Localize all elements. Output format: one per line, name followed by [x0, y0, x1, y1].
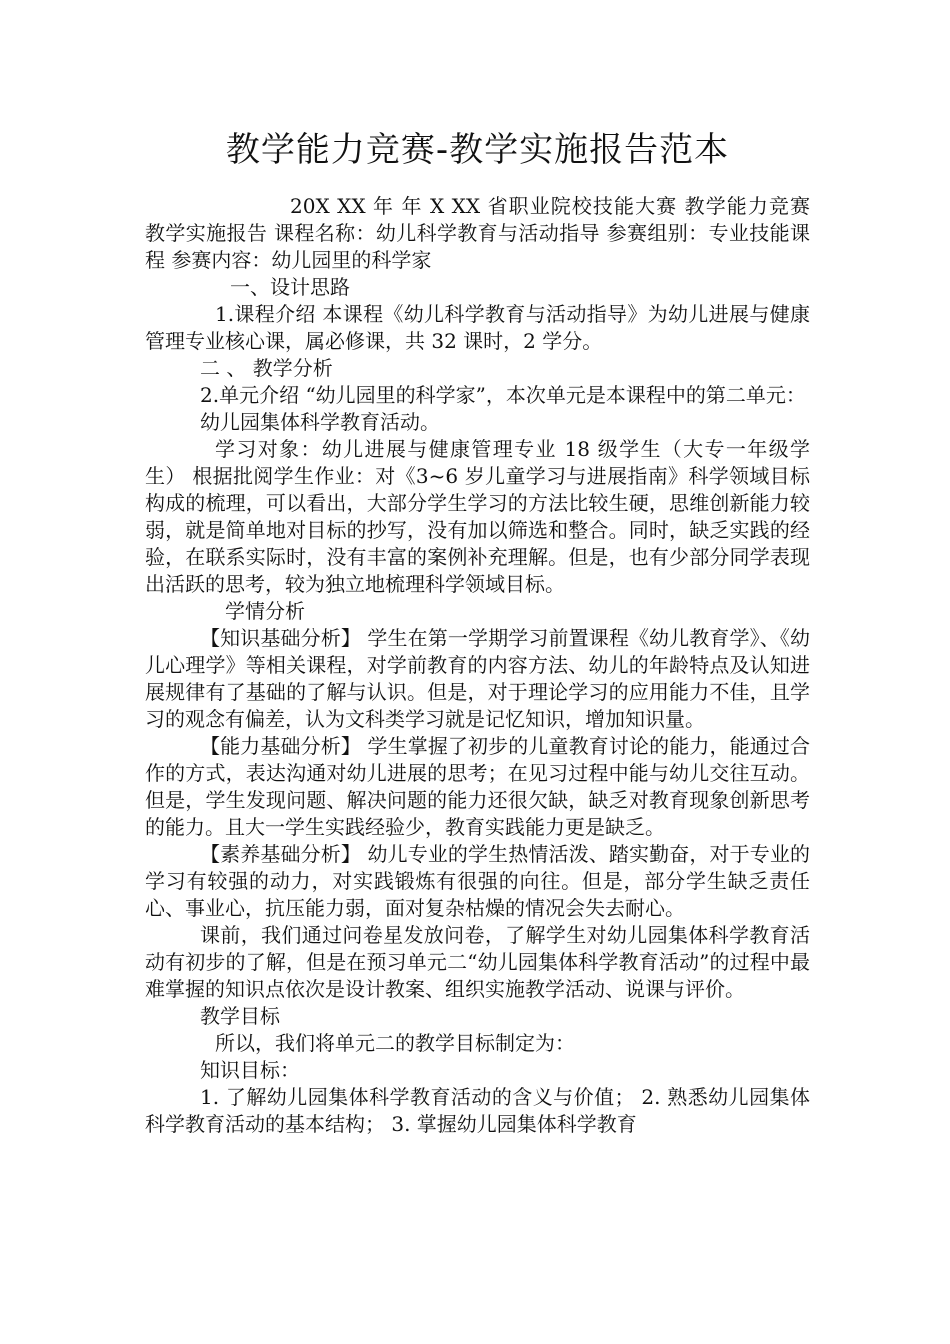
unit-name-paragraph: 幼儿园集体科学教育活动。 [200, 410, 440, 434]
learner-paragraph: 学习对象：幼儿进展与健康管理专业 18 级学生（大专一年级学生） 根据批阅学生作业：对《3~6 岁儿童学习与进展指南》科学领域目标构成的梳理，可以看出，大部分学生学习的方法比较生硬，思维创新能力较弱，就是简单地对目标的抄写，没有加以筛选和整合。同时，缺乏实践的经验，在联系实际时，没有丰富的案例补充理解。但是，也有少部分同学表现出活跃的思考，较为独立地梳理科学领域目标。 [145, 437, 810, 596]
course-intro-paragraph: 1.课程介绍 本课程《幼儿科学教育与活动指导》为幼儿进展与健康管理专业核心课，属必修课，共 32 课时，2 学分。 [145, 302, 810, 353]
unit-intro-paragraph: 2.单元介绍 “幼儿园里的科学家”，本次单元是本课程中的第二单元： [200, 383, 806, 407]
goals-intro-paragraph: 所以，我们将单元二的教学目标制定为： [215, 1031, 575, 1055]
document-title: 教学能力竞赛-教学实施报告范本 [225, 130, 730, 170]
teaching-goals-heading: 教学目标 [200, 1004, 280, 1028]
knowledge-analysis-paragraph: 【知识基础分析】 学生在第一学期学习前置课程《幼儿教育学》、《幼儿心理学》等相关课程，对学前教育的内容方法、幼儿的年龄特点及认知进展规律有了基础的了解与认识。但是，对于理论学习的应用能力不佳，且学习的观念有偏差，认为文科类学习就是记忆知识，增加知识量。 [145, 626, 810, 731]
knowledge-goals-heading: 知识目标： [200, 1058, 300, 1082]
document-page [145, 125, 810, 1138]
knowledge-goals-list: 1. 了解幼儿园集体科学教育活动的含义与价值； 2. 熟悉幼儿园集体科学教育活动的基本结构； 3. 掌握幼儿园集体科学教育 [145, 1085, 810, 1136]
quality-analysis-paragraph: 【素养基础分析】 幼儿专业的学生热情活泼、踏实勤奋，对于专业的学习有较强的动力，对实践锻炼有很强的向往。但是，部分学生缺乏责任心、事业心，抗压能力弱，面对复杂枯燥的情况会失去耐心。 [145, 842, 810, 920]
competition-header-paragraph: 20X XX 年 年 X XX 省职业院校技能大赛 教学能力竞赛 教学实施报告 课程名称：幼儿科学教育与活动指导 参赛组别：专业技能课程 参赛内容：幼儿园里的科学家 [145, 194, 810, 272]
pre-class-survey-paragraph: 课前，我们通过问卷星发放问卷，了解学生对幼儿园集体科学教育活动有初步的了解，但是在预习单元二“幼儿园集体科学教育活动”的过程中最难掌握的知识点依次是设计教案、组织实施教学活动、说课与评价。 [145, 923, 810, 1001]
section-heading-design: 一、设计思路 [230, 275, 350, 299]
ability-analysis-paragraph: 【能力基础分析】 学生掌握了初步的儿童教育讨论的能力，能通过合作的方式，表达沟通对幼儿进展的思考；在见习过程中能与幼儿交往互动。但是，学生发现问题、解决问题的能力还很欠缺，缺乏对教育现象创新思考的能力。且大一学生实践经验少，教育实践能力更是缺乏。 [145, 734, 810, 839]
learning-analysis-heading: 学情分析 [225, 599, 305, 623]
section-heading-analysis: 二 、 教学分析 [200, 356, 333, 380]
